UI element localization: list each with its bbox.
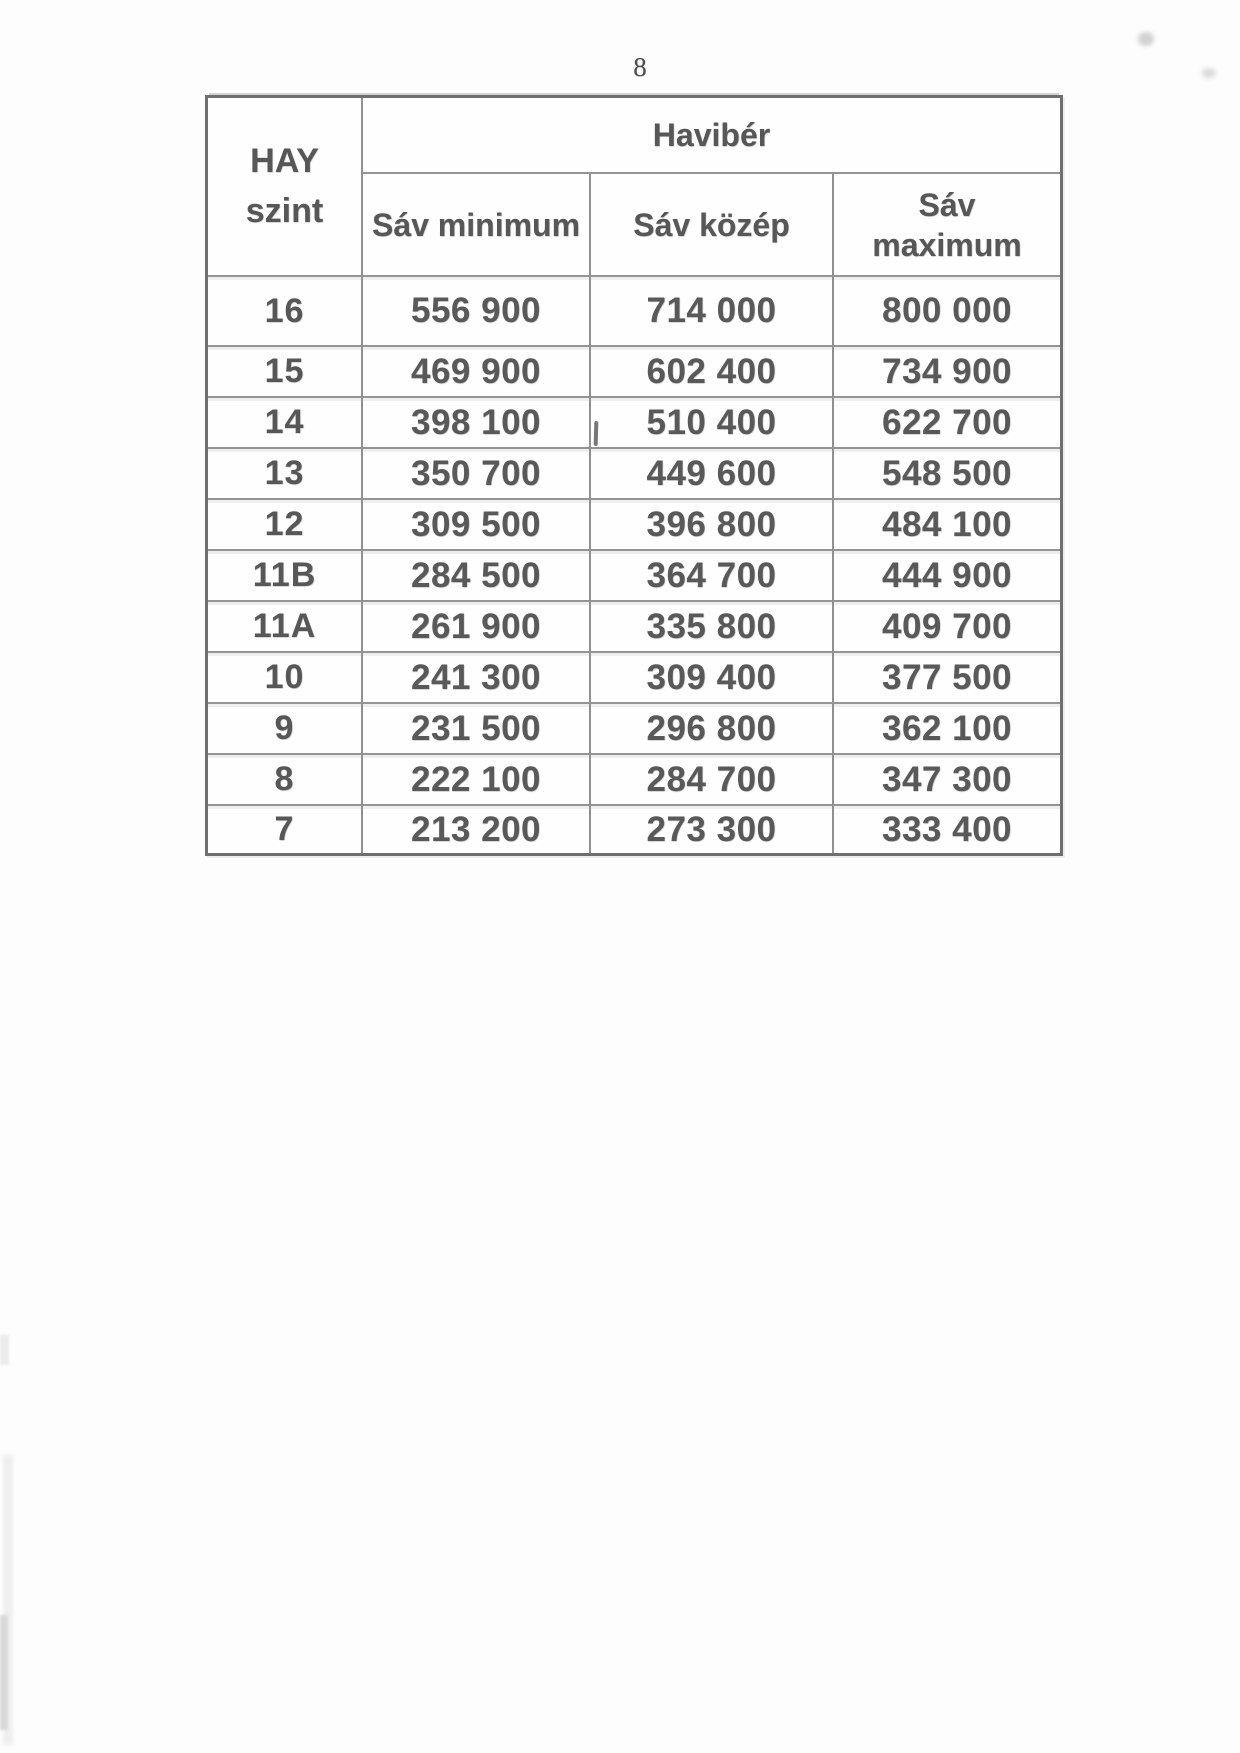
table-cell: 213 200	[363, 806, 591, 853]
table-cell: 377 500	[834, 653, 1060, 704]
table-cell: 296 800	[591, 704, 834, 755]
table-cell: 333 400	[834, 806, 1060, 853]
row-level: 15	[208, 347, 363, 398]
scan-smudge	[1138, 32, 1154, 46]
row-level: 7	[208, 806, 363, 853]
row-level: 8	[208, 755, 363, 806]
table-cell: 284 700	[591, 755, 834, 806]
row-level: 11A	[208, 602, 363, 653]
table-cell: 484 100	[834, 500, 1060, 551]
row-level: 16	[208, 277, 363, 347]
table-cell: 602 400	[591, 347, 834, 398]
page-number: 8	[633, 52, 647, 82]
table-cell: 510 400	[591, 398, 834, 449]
table-cell: 409 700	[834, 602, 1060, 653]
table-cell: 273 300	[591, 806, 834, 853]
scan-smudge	[1202, 68, 1216, 78]
header-col-sav-maximum: Sáv maximum	[834, 174, 1060, 277]
row-level: 12	[208, 500, 363, 551]
row-level: 9	[208, 704, 363, 755]
scan-edge-streak	[0, 1615, 8, 1730]
table-cell: 398 100	[363, 398, 591, 449]
header-hay-line2: szint	[245, 191, 324, 230]
table-cell: 222 100	[363, 755, 591, 806]
table-cell: 444 900	[834, 551, 1060, 602]
table-cell: 241 300	[363, 653, 591, 704]
table-cell: 309 400	[591, 653, 834, 704]
table-cell: 350 700	[363, 449, 591, 500]
table-cell: 364 700	[591, 551, 834, 602]
header-hay-level	[208, 98, 363, 277]
table-cell: 800 000	[834, 277, 1060, 347]
table-cell: 469 900	[363, 347, 591, 398]
table-cell: 396 800	[591, 500, 834, 551]
table-cell: 734 900	[834, 347, 1060, 398]
row-level: 10	[208, 653, 363, 704]
table-cell: 284 500	[363, 551, 591, 602]
table-cell: 309 500	[363, 500, 591, 551]
table-cell: 362 100	[834, 704, 1060, 755]
row-level: 14	[208, 398, 363, 449]
table-cell: 622 700	[834, 398, 1060, 449]
table-cell: 556 900	[363, 277, 591, 347]
scan-tick-artifact	[594, 421, 599, 446]
table-cell: 714 000	[591, 277, 834, 347]
header-group-havibor: Havibér	[363, 98, 1060, 174]
row-level: 13	[208, 449, 363, 500]
table-cell: 231 500	[363, 704, 591, 755]
table-cell: 347 300	[834, 755, 1060, 806]
salary-band-table	[205, 95, 1063, 856]
header-col-sav-kozep: Sáv közép	[591, 174, 834, 277]
table-cell: 261 900	[363, 602, 591, 653]
table-cell: 548 500	[834, 449, 1060, 500]
header-col-sav-minimum: Sáv minimum	[363, 174, 591, 277]
table-cell: 449 600	[591, 449, 834, 500]
table-cell: 335 800	[591, 602, 834, 653]
header-hay-line1: HAY	[250, 141, 319, 180]
row-level: 11B	[208, 551, 363, 602]
scan-edge-streak	[0, 1335, 9, 1365]
